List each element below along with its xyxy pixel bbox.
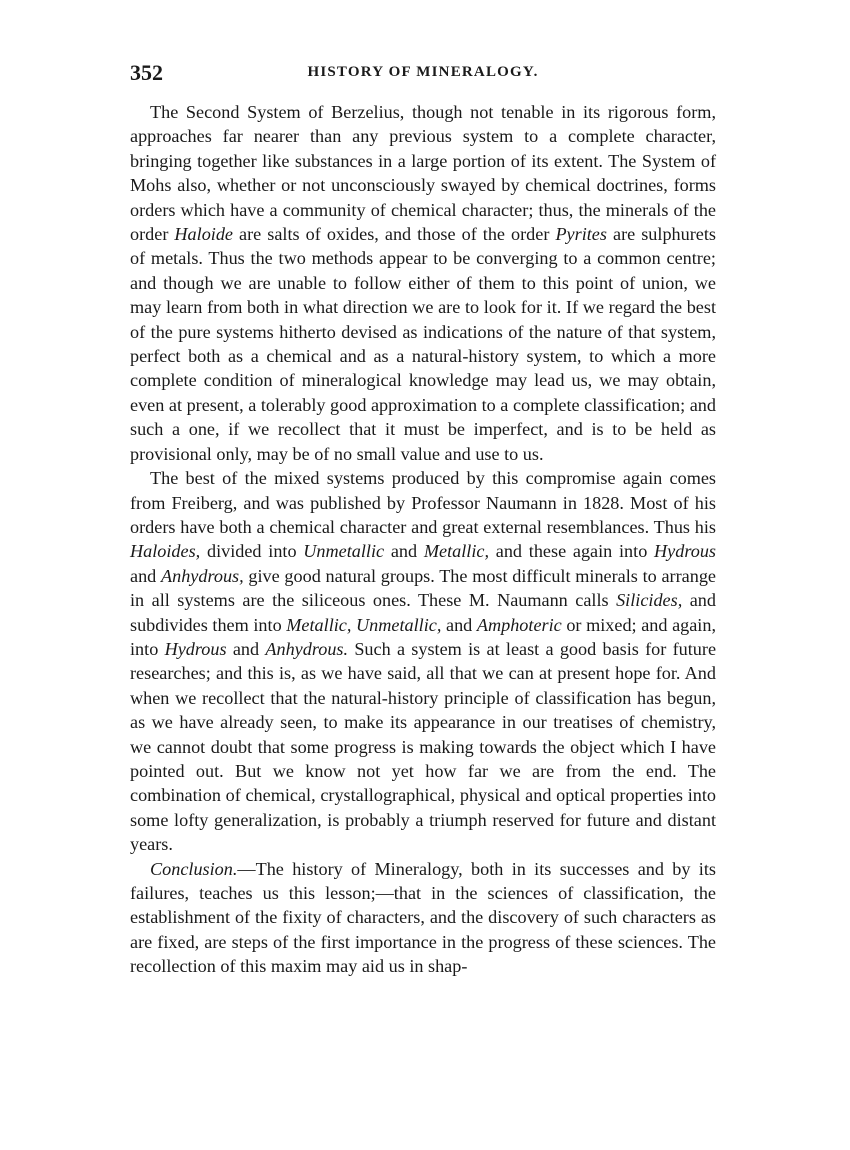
- italic-term: Conclusion.: [150, 858, 238, 879]
- text-run: and: [384, 541, 424, 562]
- paragraph: [130, 466, 716, 857]
- italic-term: Anhydrous.: [265, 638, 349, 659]
- text-run: and: [226, 638, 266, 659]
- running-title: HISTORY OF MINERALOGY.: [307, 64, 539, 80]
- italic-term: Hydrous: [164, 638, 227, 659]
- italic-term: Metallic, Unmetallic,: [286, 614, 442, 635]
- italic-term: Haloide: [174, 224, 234, 245]
- text-run: The Second System of Berzelius, though not tenable in its rigorous form, approaches far nearer than any previous system to a complete character, bringing together like substances in a large portion of its extent. The System of Mohs also, whether or not unconsciously swayed by chemical doctrines, forms orders which have a community of chemical character; thus, the minerals of the order: [130, 102, 716, 245]
- text-run: give good natural groups. The most difficult minerals to arrange in all systems are the siliceous ones. These M. Naumann calls: [130, 565, 716, 611]
- italic-term: Haloides,: [130, 541, 201, 562]
- page-header: [130, 60, 716, 90]
- text-run: or mixed; and again, into: [130, 614, 717, 659]
- italic-term: Anhydrous,: [160, 565, 244, 586]
- page-number: 352: [130, 60, 163, 85]
- italic-term: Hydrous: [654, 541, 716, 562]
- text-run: divided into: [200, 541, 304, 562]
- italic-term: Unmetallic: [303, 541, 385, 562]
- text-run: and subdivides them into: [130, 590, 716, 635]
- text-run: —The history of Mineralogy, both in its successes and by its failures, teaches us this lesson;—that in the sciences of classification, the establishment of the fixity of characters, and the discovery of such characters as are fixed, are steps of the first importance in the progress of these sciences. The recollection of this maxim may aid us in shap-: [130, 858, 716, 977]
- italic-term: Metallic,: [423, 541, 490, 562]
- text-run: Such a system is at least a good basis for future researches; and this is, as we have said, all that we can at present hope for. And when we recollect that the natural-history principle of classification has begun, as we have already seen, to make its appearance in our treatises of chemistry, we cannot doubt that some progress is making towards the object which I have pointed out. But we know not yet how far we are from the end. The combination of chemical, crystallographical, physical and optical properties into some lofty generalization, is probably a triumph reserved for future and distant years.: [130, 638, 717, 855]
- text-run: are sulphurets of metals. Thus the two methods appear to be converging to a common centre; and though we are unable to follow either of them to this point of union, we may learn from both in what direction we are to look for it. If we regard the best of the pure systems hitherto devised as indications of the nature of that system, perfect both as a chemical and as a natural-history system, to which a more complete condition of mineralogical knowledge may lead us, we may obtain, even at present, a tolerably good approximation to a complete classification; and such a one, if we recollect that it must be imperfect, and is to be held as provisional only, may be of no small value and use to us.: [130, 224, 716, 464]
- text-run: and: [441, 614, 477, 635]
- page-body: [130, 100, 716, 979]
- italic-term: Amphoteric: [476, 614, 562, 635]
- text-run: are salts of oxides, and those of the order: [233, 224, 556, 245]
- paragraph: [130, 100, 716, 466]
- text-run: and: [130, 565, 161, 586]
- italic-term: Pyrites: [555, 224, 607, 245]
- italic-term: Silicides,: [616, 590, 683, 611]
- text-run: The best of the mixed systems produced by this compromise again comes from Freiberg, and was published by Professor Naumann in 1828. Most of his orders have both a chemical character and great external resemblances. Thus his: [130, 468, 716, 537]
- paragraph: [130, 857, 716, 979]
- text-run: and these again into: [489, 541, 655, 562]
